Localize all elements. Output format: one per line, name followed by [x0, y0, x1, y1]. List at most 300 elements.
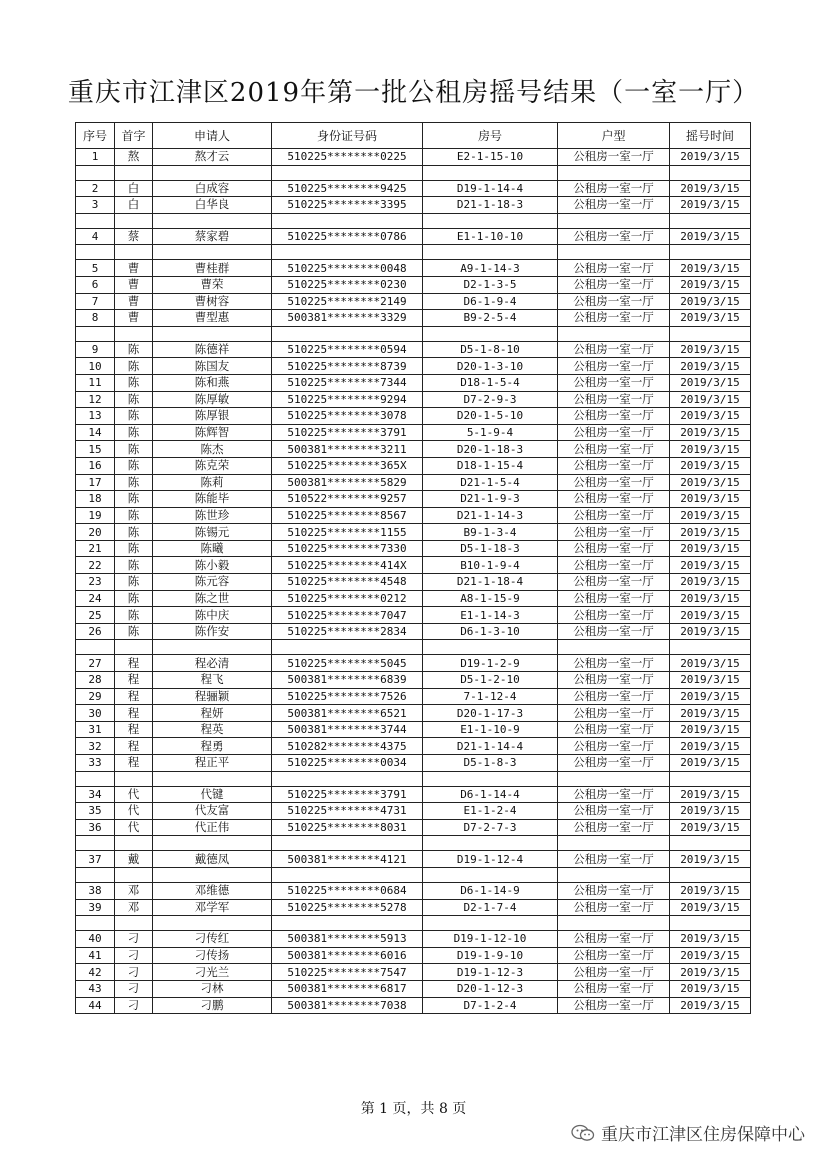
cell-applicant: 刁传扬	[153, 947, 272, 964]
cell-id-number: 510225********0225	[272, 149, 423, 166]
cell-index: 11	[76, 374, 115, 391]
table-row	[76, 688, 751, 705]
cell-initial: 白	[115, 197, 153, 214]
cell-index: 5	[76, 260, 115, 277]
cell-type: 公租房一室一厅	[558, 260, 670, 277]
group-spacer-row	[76, 245, 751, 260]
cell-applicant: 程勇	[153, 738, 272, 755]
cell-time: 2019/3/15	[670, 786, 751, 803]
cell-initial: 陈	[115, 391, 153, 408]
table-row	[76, 540, 751, 557]
spacer-cell	[272, 916, 423, 931]
cell-initial: 刁	[115, 997, 153, 1014]
cell-type: 公租房一室一厅	[558, 607, 670, 624]
cell-time: 2019/3/15	[670, 424, 751, 441]
cell-time: 2019/3/15	[670, 457, 751, 474]
cell-index: 40	[76, 931, 115, 948]
cell-room: D20-1-12-3	[423, 980, 558, 997]
cell-index: 1	[76, 149, 115, 166]
table-row	[76, 474, 751, 491]
cell-room: 5-1-9-4	[423, 424, 558, 441]
cell-time: 2019/3/15	[670, 557, 751, 574]
cell-applicant: 陈世珍	[153, 507, 272, 524]
cell-id-number: 510225********2149	[272, 293, 423, 310]
cell-time: 2019/3/15	[670, 980, 751, 997]
cell-type: 公租房一室一厅	[558, 705, 670, 722]
spacer-cell	[153, 916, 272, 931]
cell-room: D21-1-14-3	[423, 507, 558, 524]
cell-room: D6-1-14-4	[423, 786, 558, 803]
cell-time: 2019/3/15	[670, 721, 751, 738]
cell-index: 41	[76, 947, 115, 964]
header-cell-initial: 首字	[115, 123, 153, 149]
cell-type: 公租房一室一厅	[558, 524, 670, 541]
cell-time: 2019/3/15	[670, 964, 751, 981]
cell-id-number: 510225********3791	[272, 424, 423, 441]
cell-initial: 程	[115, 655, 153, 672]
cell-index: 3	[76, 197, 115, 214]
cell-type: 公租房一室一厅	[558, 149, 670, 166]
table-row	[76, 457, 751, 474]
cell-room: E1-1-14-3	[423, 607, 558, 624]
cell-room: D21-1-18-3	[423, 197, 558, 214]
spacer-cell	[670, 165, 751, 180]
cell-room: D2-1-7-4	[423, 899, 558, 916]
cell-initial: 程	[115, 755, 153, 772]
cell-type: 公租房一室一厅	[558, 623, 670, 640]
cell-room: D6-1-9-4	[423, 293, 558, 310]
cell-type: 公租房一室一厅	[558, 228, 670, 245]
cell-index: 7	[76, 293, 115, 310]
spacer-cell	[423, 916, 558, 931]
spacer-cell	[670, 245, 751, 260]
spacer-cell	[272, 640, 423, 655]
table-row	[76, 293, 751, 310]
cell-initial: 刁	[115, 931, 153, 948]
spacer-cell	[76, 771, 115, 786]
cell-index: 12	[76, 391, 115, 408]
cell-id-number: 500381********6817	[272, 980, 423, 997]
cell-initial: 程	[115, 672, 153, 689]
spacer-cell	[558, 836, 670, 851]
cell-applicant: 戴德凤	[153, 851, 272, 868]
cell-time: 2019/3/15	[670, 391, 751, 408]
cell-time: 2019/3/15	[670, 590, 751, 607]
spacer-cell	[153, 640, 272, 655]
spacer-cell	[272, 326, 423, 341]
cell-room: D18-1-15-4	[423, 457, 558, 474]
cell-initial: 程	[115, 738, 153, 755]
cell-applicant: 陈元容	[153, 574, 272, 591]
cell-time: 2019/3/15	[670, 474, 751, 491]
cell-applicant: 程妍	[153, 705, 272, 722]
cell-applicant: 陈德祥	[153, 341, 272, 358]
spacer-cell	[272, 836, 423, 851]
table-row	[76, 851, 751, 868]
spacer-cell	[558, 640, 670, 655]
cell-id-number: 510225********0212	[272, 590, 423, 607]
spacer-cell	[558, 326, 670, 341]
cell-room: D19-1-2-9	[423, 655, 558, 672]
table-body	[76, 149, 751, 1014]
spacer-cell	[423, 836, 558, 851]
group-spacer-row	[76, 916, 751, 931]
cell-applicant: 代友富	[153, 803, 272, 820]
cell-room: D19-1-9-10	[423, 947, 558, 964]
cell-room: D21-1-9-3	[423, 491, 558, 508]
cell-time: 2019/3/15	[670, 293, 751, 310]
cell-initial: 曹	[115, 293, 153, 310]
spacer-cell	[423, 867, 558, 882]
cell-initial: 陈	[115, 507, 153, 524]
spacer-cell	[558, 213, 670, 228]
spacer-cell	[76, 326, 115, 341]
header-cell-applicant: 申请人	[153, 123, 272, 149]
spacer-cell	[153, 867, 272, 882]
spacer-cell	[115, 771, 153, 786]
cell-applicant: 程飞	[153, 672, 272, 689]
cell-applicant: 陈曦	[153, 540, 272, 557]
cell-applicant: 程正平	[153, 755, 272, 772]
cell-initial: 陈	[115, 374, 153, 391]
cell-id-number: 510225********3395	[272, 197, 423, 214]
cell-type: 公租房一室一厅	[558, 474, 670, 491]
spacer-cell	[76, 165, 115, 180]
spacer-cell	[670, 213, 751, 228]
table-row	[76, 755, 751, 772]
spacer-cell	[76, 867, 115, 882]
cell-room: D19-1-14-4	[423, 180, 558, 197]
cell-id-number: 510225********8567	[272, 507, 423, 524]
table-row	[76, 228, 751, 245]
cell-type: 公租房一室一厅	[558, 507, 670, 524]
cell-time: 2019/3/15	[670, 149, 751, 166]
watermark-text: 重庆市江津区住房保障中心	[601, 1125, 805, 1145]
cell-index: 34	[76, 786, 115, 803]
page-number: 第 1 页，共 8 页	[360, 1101, 467, 1117]
page-title: 重庆市江津区2019年第一批公租房摇号结果（一室一厅）	[67, 78, 760, 108]
cell-id-number: 510225********4731	[272, 803, 423, 820]
header-cell-room: 房号	[423, 123, 558, 149]
cell-applicant: 陈小毅	[153, 557, 272, 574]
spacer-cell	[115, 165, 153, 180]
spacer-cell	[115, 640, 153, 655]
table-row	[76, 260, 751, 277]
cell-time: 2019/3/15	[670, 260, 751, 277]
cell-index: 15	[76, 441, 115, 458]
cell-applicant: 陈能毕	[153, 491, 272, 508]
cell-time: 2019/3/15	[670, 374, 751, 391]
cell-type: 公租房一室一厅	[558, 882, 670, 899]
cell-time: 2019/3/15	[670, 574, 751, 591]
cell-applicant: 刁鹏	[153, 997, 272, 1014]
cell-time: 2019/3/15	[670, 358, 751, 375]
cell-index: 25	[76, 607, 115, 624]
cell-time: 2019/3/15	[670, 947, 751, 964]
cell-time: 2019/3/15	[670, 882, 751, 899]
table-row	[76, 197, 751, 214]
cell-id-number: 500381********5829	[272, 474, 423, 491]
cell-id-number: 510225********1155	[272, 524, 423, 541]
cell-type: 公租房一室一厅	[558, 738, 670, 755]
cell-initial: 戴	[115, 851, 153, 868]
cell-id-number: 510225********7344	[272, 374, 423, 391]
cell-room: D19-1-12-10	[423, 931, 558, 948]
cell-index: 10	[76, 358, 115, 375]
cell-initial: 刁	[115, 964, 153, 981]
cell-id-number: 510225********9294	[272, 391, 423, 408]
spacer-cell	[423, 640, 558, 655]
cell-time: 2019/3/15	[670, 197, 751, 214]
cell-index: 19	[76, 507, 115, 524]
cell-applicant: 曹型惠	[153, 310, 272, 327]
cell-id-number: 510282********4375	[272, 738, 423, 755]
cell-applicant: 陈中庆	[153, 607, 272, 624]
cell-applicant: 曹树容	[153, 293, 272, 310]
spacer-cell	[153, 771, 272, 786]
cell-index: 20	[76, 524, 115, 541]
cell-type: 公租房一室一厅	[558, 947, 670, 964]
cell-index: 23	[76, 574, 115, 591]
table-row	[76, 507, 751, 524]
cell-type: 公租房一室一厅	[558, 424, 670, 441]
table-row	[76, 705, 751, 722]
cell-room: E2-1-15-10	[423, 149, 558, 166]
cell-applicant: 陈作安	[153, 623, 272, 640]
table-row	[76, 590, 751, 607]
cell-type: 公租房一室一厅	[558, 457, 670, 474]
cell-index: 13	[76, 408, 115, 425]
spacer-cell	[558, 771, 670, 786]
cell-initial: 曹	[115, 260, 153, 277]
spacer-cell	[670, 836, 751, 851]
cell-time: 2019/3/15	[670, 688, 751, 705]
cell-room: D7-2-9-3	[423, 391, 558, 408]
cell-type: 公租房一室一厅	[558, 408, 670, 425]
table-row	[76, 408, 751, 425]
cell-time: 2019/3/15	[670, 607, 751, 624]
cell-index: 36	[76, 819, 115, 836]
cell-type: 公租房一室一厅	[558, 786, 670, 803]
wechat-icon	[571, 1124, 595, 1142]
cell-time: 2019/3/15	[670, 524, 751, 541]
cell-applicant: 程必清	[153, 655, 272, 672]
cell-index: 2	[76, 180, 115, 197]
cell-applicant: 邓维德	[153, 882, 272, 899]
cell-applicant: 刁传红	[153, 931, 272, 948]
spacer-cell	[115, 836, 153, 851]
spacer-cell	[115, 245, 153, 260]
cell-type: 公租房一室一厅	[558, 557, 670, 574]
table-row	[76, 721, 751, 738]
cell-initial: 邓	[115, 882, 153, 899]
cell-id-number: 500381********6839	[272, 672, 423, 689]
cell-initial: 陈	[115, 540, 153, 557]
cell-initial: 程	[115, 721, 153, 738]
cell-room: D7-2-7-3	[423, 819, 558, 836]
spacer-cell	[115, 326, 153, 341]
spacer-cell	[76, 245, 115, 260]
cell-index: 39	[76, 899, 115, 916]
cell-type: 公租房一室一厅	[558, 851, 670, 868]
cell-time: 2019/3/15	[670, 851, 751, 868]
cell-type: 公租房一室一厅	[558, 590, 670, 607]
cell-applicant: 程英	[153, 721, 272, 738]
cell-initial: 邓	[115, 899, 153, 916]
cell-type: 公租房一室一厅	[558, 540, 670, 557]
table-row	[76, 980, 751, 997]
cell-id-number: 510225********414X	[272, 557, 423, 574]
table-row	[76, 358, 751, 375]
table-row	[76, 997, 751, 1014]
cell-initial: 代	[115, 786, 153, 803]
spacer-cell	[115, 916, 153, 931]
cell-room: D5-1-18-3	[423, 540, 558, 557]
cell-applicant: 陈辉智	[153, 424, 272, 441]
cell-time: 2019/3/15	[670, 507, 751, 524]
cell-room: B9-2-5-4	[423, 310, 558, 327]
table-row	[76, 672, 751, 689]
spacer-cell	[76, 836, 115, 851]
cell-id-number: 510225********4548	[272, 574, 423, 591]
spacer-cell	[670, 326, 751, 341]
cell-index: 35	[76, 803, 115, 820]
table-row	[76, 899, 751, 916]
cell-id-number: 500381********7038	[272, 997, 423, 1014]
cell-applicant: 曹桂群	[153, 260, 272, 277]
spacer-cell	[272, 867, 423, 882]
cell-time: 2019/3/15	[670, 228, 751, 245]
header-cell-type: 户型	[558, 123, 670, 149]
cell-type: 公租房一室一厅	[558, 574, 670, 591]
cell-initial: 程	[115, 705, 153, 722]
cell-room: D5-1-8-10	[423, 341, 558, 358]
watermark	[571, 1120, 805, 1145]
cell-applicant: 熬才云	[153, 149, 272, 166]
cell-time: 2019/3/15	[670, 755, 751, 772]
cell-index: 31	[76, 721, 115, 738]
cell-time: 2019/3/15	[670, 540, 751, 557]
cell-time: 2019/3/15	[670, 180, 751, 197]
cell-room: D6-1-3-10	[423, 623, 558, 640]
table-row	[76, 882, 751, 899]
cell-time: 2019/3/15	[670, 819, 751, 836]
table-row	[76, 180, 751, 197]
cell-initial: 陈	[115, 574, 153, 591]
cell-index: 21	[76, 540, 115, 557]
cell-type: 公租房一室一厅	[558, 899, 670, 916]
cell-id-number: 510225********365X	[272, 457, 423, 474]
cell-id-number: 500381********6521	[272, 705, 423, 722]
cell-type: 公租房一室一厅	[558, 931, 670, 948]
cell-initial: 陈	[115, 457, 153, 474]
cell-initial: 熬	[115, 149, 153, 166]
table-row	[76, 441, 751, 458]
cell-room: D21-1-18-4	[423, 574, 558, 591]
group-spacer-row	[76, 165, 751, 180]
cell-type: 公租房一室一厅	[558, 997, 670, 1014]
spacer-cell	[153, 836, 272, 851]
cell-index: 9	[76, 341, 115, 358]
group-spacer-row	[76, 326, 751, 341]
spacer-cell	[76, 213, 115, 228]
cell-index: 8	[76, 310, 115, 327]
cell-type: 公租房一室一厅	[558, 721, 670, 738]
table-row	[76, 655, 751, 672]
cell-initial: 陈	[115, 474, 153, 491]
cell-id-number: 510225********7330	[272, 540, 423, 557]
cell-id-number: 510225********8031	[272, 819, 423, 836]
cell-initial: 白	[115, 180, 153, 197]
cell-applicant: 陈国友	[153, 358, 272, 375]
cell-type: 公租房一室一厅	[558, 655, 670, 672]
spacer-cell	[272, 165, 423, 180]
cell-type: 公租房一室一厅	[558, 341, 670, 358]
spacer-cell	[153, 213, 272, 228]
header-cell-id-number: 身份证号码	[272, 123, 423, 149]
table-row	[76, 149, 751, 166]
cell-room: E1-1-2-4	[423, 803, 558, 820]
cell-index: 4	[76, 228, 115, 245]
table-row	[76, 557, 751, 574]
cell-time: 2019/3/15	[670, 623, 751, 640]
cell-type: 公租房一室一厅	[558, 293, 670, 310]
cell-time: 2019/3/15	[670, 441, 751, 458]
cell-time: 2019/3/15	[670, 276, 751, 293]
cell-room: D21-1-5-4	[423, 474, 558, 491]
spacer-cell	[423, 213, 558, 228]
cell-room: D7-1-2-4	[423, 997, 558, 1014]
table-row	[76, 374, 751, 391]
cell-type: 公租房一室一厅	[558, 491, 670, 508]
cell-type: 公租房一室一厅	[558, 180, 670, 197]
table-row	[76, 786, 751, 803]
cell-initial: 陈	[115, 557, 153, 574]
cell-index: 33	[76, 755, 115, 772]
cell-type: 公租房一室一厅	[558, 374, 670, 391]
cell-applicant: 蔡家碧	[153, 228, 272, 245]
cell-id-number: 510522********9257	[272, 491, 423, 508]
cell-room: B10-1-9-4	[423, 557, 558, 574]
table-row	[76, 803, 751, 820]
spacer-cell	[670, 867, 751, 882]
table-row	[76, 391, 751, 408]
cell-index: 24	[76, 590, 115, 607]
cell-index: 18	[76, 491, 115, 508]
cell-type: 公租房一室一厅	[558, 391, 670, 408]
cell-applicant: 程骊颖	[153, 688, 272, 705]
table-row	[76, 276, 751, 293]
cell-time: 2019/3/15	[670, 341, 751, 358]
group-spacer-row	[76, 213, 751, 228]
cell-type: 公租房一室一厅	[558, 688, 670, 705]
cell-time: 2019/3/15	[670, 931, 751, 948]
cell-index: 29	[76, 688, 115, 705]
cell-id-number: 510225********8739	[272, 358, 423, 375]
cell-time: 2019/3/15	[670, 705, 751, 722]
cell-initial: 陈	[115, 623, 153, 640]
cell-applicant: 白华良	[153, 197, 272, 214]
cell-applicant: 邓学军	[153, 899, 272, 916]
cell-applicant: 陈莉	[153, 474, 272, 491]
cell-initial: 曹	[115, 310, 153, 327]
cell-index: 43	[76, 980, 115, 997]
cell-index: 27	[76, 655, 115, 672]
table-row	[76, 310, 751, 327]
cell-index: 28	[76, 672, 115, 689]
table-row	[76, 623, 751, 640]
cell-id-number: 510225********0230	[272, 276, 423, 293]
